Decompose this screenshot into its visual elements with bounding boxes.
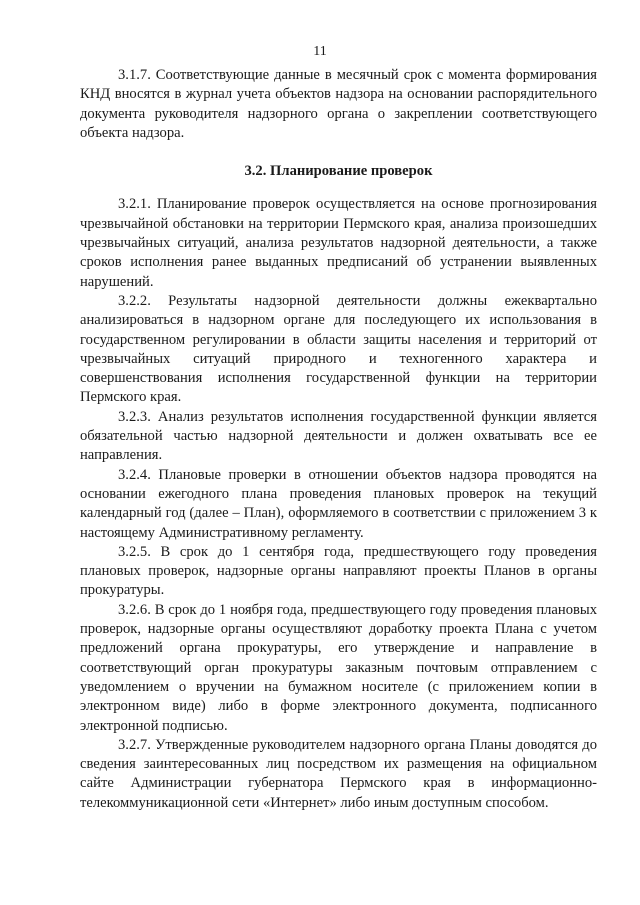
paragraph-3-2-4: 3.2.4. Плановые проверки в отношении объектов надзора проводятся на основании ежегодного плана проведения плановых проверок на текущий календарный год (далее – План), оформляемого в соответствии с приложением 3 к настоящему Административному регламенту.	[80, 466, 597, 541]
page-number: 11	[313, 44, 327, 59]
paragraph-3-2-7: 3.2.7. Утвержденные руководителем надзорного органа Планы доводятся до сведения заинтересованных лиц посредством их размещения на официальном сайте Администрации губернатора Пермского края в информационно-телекоммуникационной сети «Интернет» либо иным доступным способом.	[80, 736, 597, 811]
document-body	[80, 66, 597, 813]
paragraph-3-2-6: 3.2.6. В срок до 1 ноября года, предшествующего году проведения плановых проверок, надзорные органы осуществляют доработку проекта Плана с учетом предложений органа прокуратуры, его утверждение и направление в соответствующий орган прокуратуры заказным почтовым отправлением с уведомлением о вручении на бумажном носителе (с приложением копии в электронном виде) либо в форме электронного документа, подписанного электронной подписью.	[80, 601, 597, 734]
paragraph-3-2-2: 3.2.2. Результаты надзорной деятельности должны ежеквартально анализироваться в надзорном органе для последующего их использования в государственном регулировании в области защиты населения и территорий от чрезвычайных ситуаций природного и техногенного характера и совершенствования исполнения государственной функции на территории Пермского края.	[80, 292, 597, 406]
paragraph-3-2-3: 3.2.3. Анализ результатов исполнения государственной функции является обязательной частью надзорной деятельности и должен охватывать все ее направления.	[80, 408, 597, 464]
paragraph-3-2-1: 3.2.1. Планирование проверок осуществляется на основе прогнозирования чрезвычайной обстановки на территории Пермского края, анализа произошедших чрезвычайных ситуаций, анализа результатов надзорной деятельности, а также сроков исполнения ранее выданных предписаний об устранении выявленных нарушений.	[80, 196, 597, 290]
paragraph-3-2-5: 3.2.5. В срок до 1 сентября года, предшествующего году проведения плановых проверок, надзорные органы направляют проекты Планов в органы прокуратуры.	[80, 543, 597, 599]
paragraph-3-1-7: 3.1.7. Соответствующие данные в месячный срок с момента формирования КНД вносятся в журнал учета объектов надзора на основании распорядительного документа руководителя надзорного органа о закреплении соответствующего объекта надзора.	[80, 67, 597, 141]
section-title: 3.2. Планирование проверок	[244, 163, 433, 180]
